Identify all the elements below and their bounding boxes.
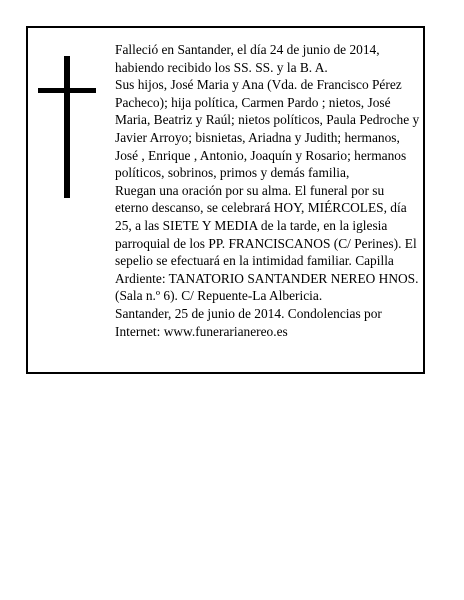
place-date-condolences: Santander, 25 de junio de 2014. Condolencias por Internet: www.funerarianereo.es: [115, 305, 382, 339]
funeral-details: Ruegan una oración por su alma. El funeral por su eterno descanso, se celebrará HOY, MIÉRCOLES, día 25, a las SIETE Y MEDIA de la tarde, en la iglesia parroquial de los PP. FRANCISCANOS (C/ Perines). El sepelio se efectuará en la intimidad familiar. Capilla Ardiente: TANATORIO SANTANDER NEREO HNOS. (Sala n.º 6). C/ Repuente-La Albericia.: [115, 182, 419, 304]
cross-horizontal-bar: [38, 88, 96, 93]
obituary-text: [115, 41, 421, 340]
death-announcement: Falleció en Santander, el día 24 de junio de 2014, habiendo recibido los SS. SS. y la B. A.: [115, 42, 380, 75]
latin-cross-icon: [38, 56, 96, 198]
family-list: Sus hijos, José Maria y Ana (Vda. de Francisco Pérez Pacheco); hija política, Carmen Pardo ; nietos, José Maria, Beatriz y Raúl; nietos políticos, Paula Pedroche y Javier Arroyo; bisnietas, Ariadna y Judith; hermanos, José , Enrique , Antonio, Joaquín y Rosario; hermanos políticos, sobrinos, primos y demás familia,: [115, 77, 420, 181]
cross-vertical-bar: [64, 56, 70, 198]
obituary-notice: [26, 26, 425, 374]
